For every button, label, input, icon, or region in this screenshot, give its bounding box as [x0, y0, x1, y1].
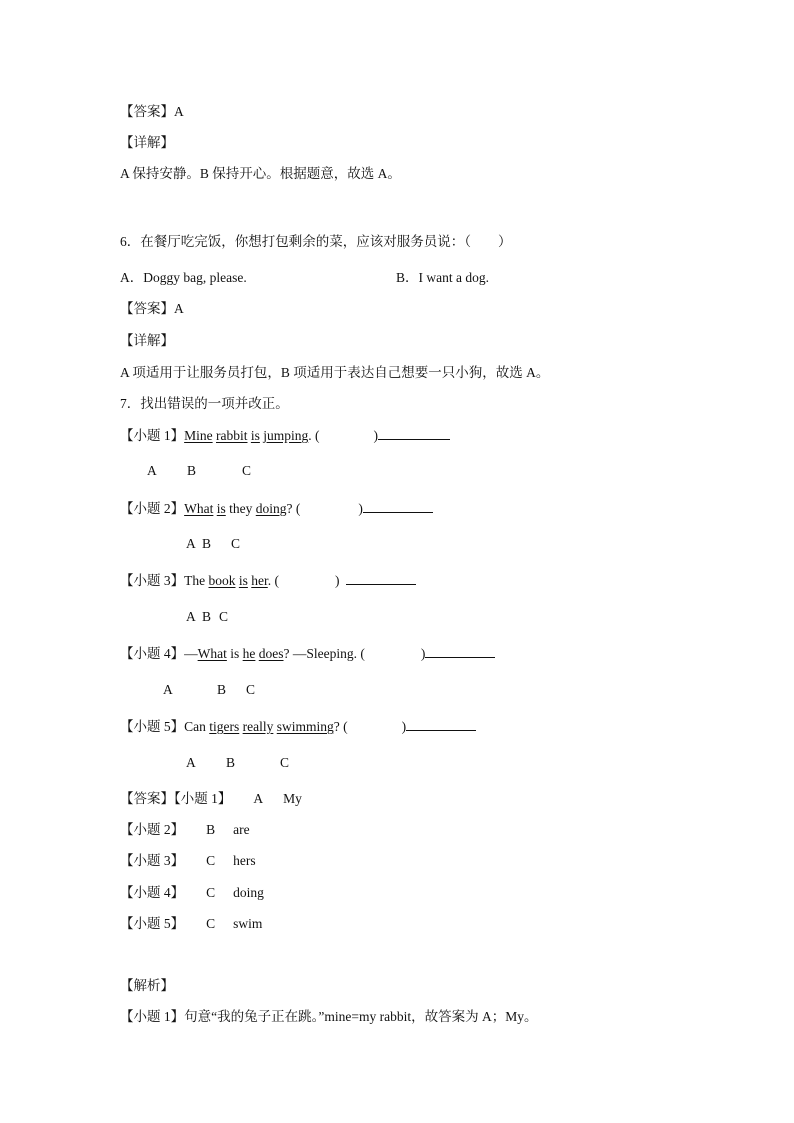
- letter-b: B: [217, 682, 227, 697]
- q7-question: 7．找出错误的一项并改正。: [120, 396, 289, 411]
- letter-c: C: [246, 682, 256, 697]
- q6-option-b: B．I want a dog.: [396, 270, 489, 285]
- answer-fix: are: [233, 822, 250, 837]
- item-tag: 【小题 1】: [174, 791, 232, 806]
- item-tag: 【小题 5】: [120, 916, 185, 931]
- q7-analysis-1: [120, 1008, 537, 1026]
- option-b-word: is: [216, 501, 226, 516]
- option-b-word: is: [238, 573, 248, 588]
- close-paren: ): [401, 719, 407, 734]
- q7-answer-5: [120, 915, 262, 933]
- q7-item-2: [120, 499, 433, 518]
- q5-answer: [120, 103, 184, 121]
- close-paren: ): [420, 646, 426, 661]
- answer-value: A: [174, 301, 184, 316]
- answer-fix: hers: [233, 853, 256, 868]
- item-tag: 【小题 2】: [120, 501, 185, 516]
- option-a-word: tigers: [209, 719, 240, 734]
- prefix: Can: [184, 719, 210, 734]
- correction-blank[interactable]: [406, 717, 476, 731]
- letter-c: C: [280, 755, 290, 770]
- letter-c: C: [242, 463, 252, 478]
- answer-fix: swim: [233, 916, 263, 931]
- q7-answer-3: [120, 852, 256, 870]
- answer-letter: C: [206, 885, 216, 900]
- answer-fix: doing: [233, 885, 264, 900]
- option-c-word: does: [258, 646, 284, 661]
- letter-c: C: [219, 609, 229, 624]
- q6-detail-text: A 项适用于让服务员打包，B 项适用于表达自己想要一只小狗，故选 A。: [120, 365, 550, 380]
- option-b-word: rabbit: [216, 428, 248, 443]
- q5-detail-label: 【详解】: [120, 135, 174, 150]
- item-tag: 【小题 4】: [120, 885, 185, 900]
- item-tag: 【小题 2】: [120, 822, 185, 837]
- option-c-word: jumping: [263, 428, 309, 443]
- letter-b: B: [202, 536, 212, 551]
- open-paren: ? (: [333, 719, 348, 734]
- spacer: is: [226, 646, 243, 661]
- spacer: they: [225, 501, 256, 516]
- letter-b: B: [226, 755, 236, 770]
- open-paren: ? —Sleeping. (: [283, 646, 365, 661]
- answer-letter: C: [206, 853, 216, 868]
- open-paren: ? (: [286, 501, 301, 516]
- q6-answer: [120, 300, 184, 318]
- q7-item-5: [120, 717, 476, 736]
- option-b-word: he: [242, 646, 256, 661]
- close-paren: ): [373, 428, 379, 443]
- correction-blank[interactable]: [378, 426, 450, 440]
- close-paren: ): [358, 501, 363, 516]
- item-tag: 【小题 3】: [120, 853, 185, 868]
- letter-c: C: [231, 536, 241, 551]
- correction-blank[interactable]: [346, 571, 416, 585]
- option-b-word: really: [242, 719, 274, 734]
- close-paren: ): [335, 573, 340, 588]
- analysis-text: 句意“我的兔子正在跳。”mine=my rabbit，故答案为 A；My。: [184, 1009, 538, 1024]
- item-tag: 【小题 1】: [120, 1009, 185, 1024]
- open-paren: . (: [308, 428, 320, 443]
- answer-fix: My: [283, 791, 302, 806]
- letter-a: A: [163, 682, 173, 697]
- correction-blank[interactable]: [363, 499, 433, 513]
- item-tag: 【小题 4】: [120, 646, 185, 661]
- q7-analysis-label: 【解析】: [120, 978, 174, 993]
- answer-value: A: [174, 104, 184, 119]
- q7-answer-4: [120, 884, 264, 902]
- answer-label: 【答案】: [120, 301, 174, 316]
- answer-label: 【答案】: [120, 791, 174, 806]
- option-a-word: book: [208, 573, 236, 588]
- open-paren: . (: [267, 573, 280, 588]
- q6-option-a: A．Doggy bag, please.: [120, 270, 247, 285]
- letter-a: A: [186, 755, 196, 770]
- option-c-word: her: [251, 573, 268, 588]
- option-a-word: What: [184, 501, 214, 516]
- item-tag: 【小题 3】: [120, 573, 185, 588]
- prefix: —: [184, 646, 198, 661]
- q7-item-4: [120, 644, 495, 663]
- prefix: The: [184, 573, 209, 588]
- q7-answer-2: [120, 821, 250, 839]
- option-c-word: doing: [255, 501, 287, 516]
- letter-b: B: [202, 609, 212, 624]
- q7-answer-1: [120, 790, 302, 808]
- q5-detail-text: A 保持安静。B 保持开心。根据题意，故选 A。: [120, 166, 401, 181]
- answer-letter: B: [206, 822, 216, 837]
- letter-a: A: [186, 536, 196, 551]
- option-c-word: swimming: [276, 719, 334, 734]
- answer-label: 【答案】: [120, 104, 174, 119]
- q6-detail-label: 【详解】: [120, 333, 174, 348]
- item-tag: 【小题 5】: [120, 719, 185, 734]
- item-tag: 【小题 1】: [120, 428, 185, 443]
- option-a-word: Mine: [184, 428, 213, 443]
- correction-blank[interactable]: [425, 644, 495, 658]
- q6-question: 6．在餐厅吃完饭，你想打包剩余的菜，应该对服务员说：（ ）: [120, 234, 512, 249]
- letter-a: A: [147, 463, 157, 478]
- letter-a: A: [186, 609, 196, 624]
- q7-item-1: [120, 426, 450, 445]
- option-a-word: What: [197, 646, 227, 661]
- answer-letter: C: [206, 916, 216, 931]
- option-c-word: is: [250, 428, 260, 443]
- answer-letter: A: [253, 791, 264, 806]
- letter-b: B: [187, 463, 197, 478]
- q7-item-3: [120, 571, 416, 590]
